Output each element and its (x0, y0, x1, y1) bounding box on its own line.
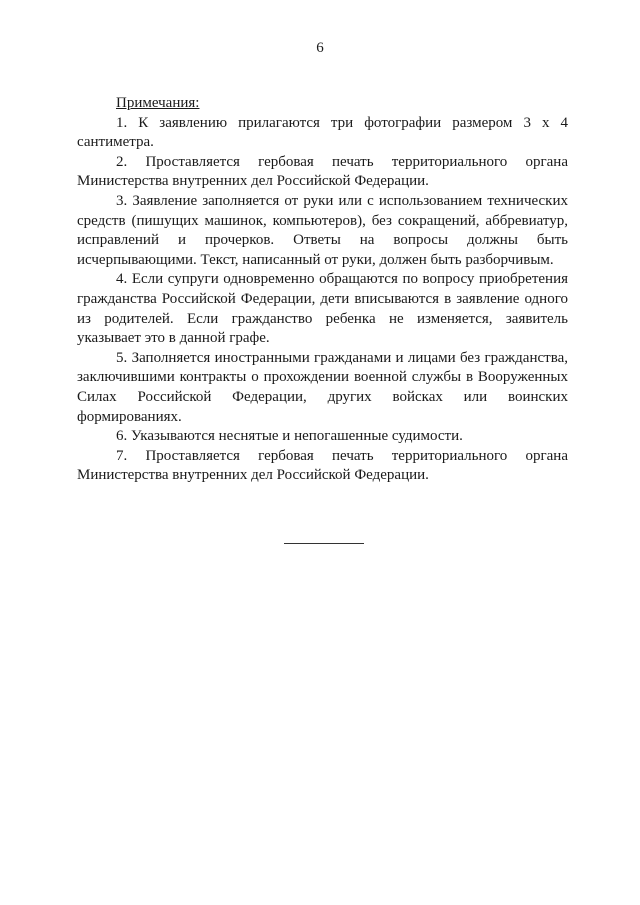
note-item-4: 4. Если супруги одновременно обращаются по вопросу приобретения гражданства Российской Федерации, дети вписываются в заявление одного из родителей. Если гражданство ребенка не изменяется, заявитель указывает это в данной графе. (77, 271, 568, 347)
note-item-2: 2. Проставляется гербовая печать территориального органа Министерства внутренних дел Российской Федерации. (77, 153, 568, 190)
page-number: 6 (316, 40, 324, 56)
closing-divider-line (284, 543, 364, 544)
note-item-1: 1. К заявлению прилагаются три фотографии размером 3 х 4 сантиметра. (77, 114, 568, 151)
note-item-3: 3. Заявление заполняется от руки или с использованием технических средств (пишущих машинок, компьютеров), без сокращений, аббревиатур, исправлений и прочерков. Ответы на вопросы должны быть исчерпывающими. Текст, написанный от руки, должен быть разборчивым. (77, 192, 568, 268)
note-item-7: 7. Проставляется гербовая печать территориального органа Министерства внутренних дел Российской Федерации. (77, 447, 568, 484)
note-item-5: 5. Заполняется иностранными гражданами и лицами без гражданства, заключившими контракты о прохождении военной службы в Вооруженных Силах Российской Федерации, других войсках или воинских формированиях. (77, 349, 568, 425)
notes-heading: Примечания: (116, 95, 200, 111)
notes-section (77, 94, 568, 486)
note-item-6: 6. Указываются неснятые и непогашенные судимости. (116, 428, 463, 445)
